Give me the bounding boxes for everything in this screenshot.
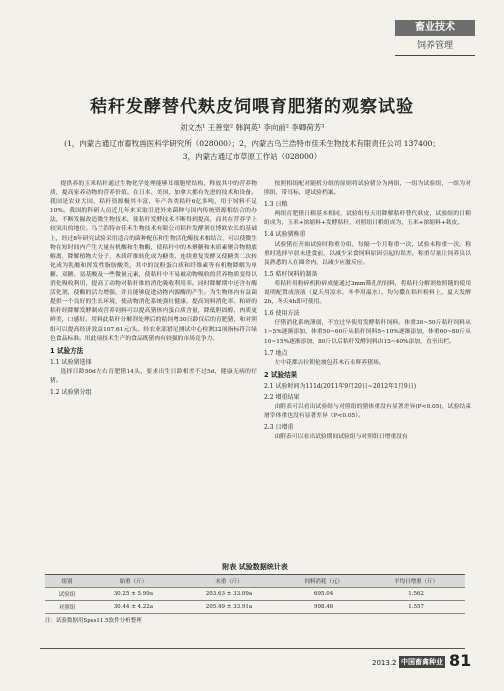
heading-results: 2 试验结果	[264, 370, 298, 379]
footer-rule	[40, 648, 465, 649]
data-table	[45, 574, 465, 614]
table-cell: 试验组	[45, 588, 89, 601]
paragraph-1-6: 仔猪消化系统薄弱，不宜过早使用发酵秸秆饲料。体重30~50斤秸秆饲料从1~5%逐渐添加，体重50~60斤从秸秆饲料5~10%逐渐添加，体重60~80斤从10~15%逐渐添加，80斤以后秸秆发酵饲料由15~40%添加，直至出栏。	[264, 320, 471, 345]
table-cell: 1.562	[367, 588, 465, 601]
journal-logo: 中国畜禽种业	[401, 658, 443, 666]
table-cell: 30.25 ± 5.99a	[89, 588, 178, 601]
paragraph-1-4: 试验猪在开始试验时称重分组，每隔一个月称重一次，试验末称重一次。称重时选择早晨未进食前，以减少采食饲料原因引起的误差。称重尽量让饲养员以及熟悉的人在圈舍内，以减少应激反应。	[264, 241, 471, 266]
affiliation-line-1: (1，内蒙古通辽市畜牧兽医科学研究所（028000）；2，内蒙古乌兰浩特市佳禾生物技术有限责任公司 137400；	[64, 139, 440, 148]
paragraph-2-2: 由附表可以看出试验组与对照组的猪体重没有显著差异(P<0.05)，试验结束屠宰体重也没有显著差异（P<0.05）。	[264, 404, 471, 420]
data-table-section	[45, 562, 465, 624]
heading-2-1: 2.1 试验时间为111d(2011年9月20日~2012年1月9日)	[264, 382, 417, 390]
table-cell: 998.46	[280, 601, 367, 614]
section-subtitle: 饲养管理	[416, 41, 453, 51]
left-column	[50, 180, 257, 398]
table-cell: 695.04	[280, 588, 367, 601]
heading-1-3: 1.3 日粮	[264, 201, 288, 209]
heading-1-6: 1.6 使用方法	[264, 310, 300, 318]
intro-paragraph: 提供养的玉米秸秆通过生物化学处理能够耳细胞壁结构，释放其中的营养物质，提高家养动物的营养价值。在日本、美国、加拿大都有先进的技术和设备。我国是农业大国，秸秆资源极其丰富，年产各类秸秆6亿多吨，用于饲料不足10%。我国的科研人员近几年来采取引进外来菌种与国内传统资源相结合的办法，不断发掘改造微生物技术，使秸秆发酵技术不断得到提高，而其在营养学上较突出的地位。乌兰浩特市佳禾生物技术有限公司秸秆发酵剂在博欧农长的基础上，经过8年研究试验采用适合的菌种配伍和生物活化酶技术相结合，可以使微生物在短时间内产生大量有机酸和生物酶，使秸秆中的木聚糖和木质素聚合物彻底解离，降解植物大分子，木质纤维转化成为糖类，连续重复发酵又使糖类二次转化成为乳酸和挥发性脂肪酸类，其中的淀粉蛋白质和纤维素等有机物降解为单糖、双糖、氨基酸及一些微量元素，使秸秆中不易被动物吸收的营养物质变得以消化吸收利用，提高了动物对秸秆维的消化吸收利用率。同时降解期中还含有酶活化剂，使酶的活力增强，并且能够促进动物内源酶的产生。为生物体内有益菌提供一个良好的生长环境，使动物消化系统强壮健康，提高饲料消化率。粕碎的秸秆经降解发酵制成营养饲料可以提高猪体内蛋白质含量，降低胆固醇，肉质更鲜美，口感好。用料此秸秆分解剂处理后的秸饲粤30日龄仅后的育肥猪，和对照组可以提高经济效益107.61元/头。经农业部猎尼测试中心检测32项指标符合绿色食品标准。用此项技术生产的食品既猪肉有较强的市场竞争力。	[50, 181, 257, 342]
table-header-row	[45, 575, 465, 588]
table-row	[45, 601, 465, 614]
paragraph-1-1: 选择日龄50d左右育肥猪14头，要求出生日龄相差不过5d，健康无病的仔猪。	[50, 368, 257, 384]
paragraph-1-5: 将秸秆用粉碎机粉碎成能通过3mm筛孔的饲料，将秸秆分解剂按照随的使用说明配置成溶液（夏天用凉水，冬季用温水），均匀撒在秸秆粉料上，夏天发酵2h，冬天4h即可使用。	[264, 280, 471, 306]
table-cell: 203.63 ± 33.09a	[178, 588, 280, 601]
table-header-cell: 饲料消耗（元）	[280, 575, 367, 588]
right-column	[264, 180, 471, 443]
table-title: 附表 试验数据统计表	[222, 563, 288, 571]
heading-1-1: 1.1 试验猪选择	[50, 358, 92, 366]
header-rule	[395, 55, 475, 56]
heading-1-5: 1.5 秸秆饲料的制备	[264, 270, 318, 278]
paragraph-1-2: 按照相组配对随机分组的原则将试验猪分为两组，一组为试验组，一组为对照组，带耳标，建试验档案。	[264, 181, 471, 197]
article-title: 秸秆发酵替代麸皮饲喂育肥猪的观察试验	[90, 97, 414, 117]
heading-1-4: 1.4 试验猪称重	[264, 231, 306, 239]
heading-2-3: 2.3 日增重	[264, 424, 294, 432]
table-note: 注：试验数据用Spss11.5软件分析整理	[45, 618, 142, 624]
heading-2-2: 2.2 增重结果	[264, 393, 300, 401]
table-cell: 205.49 ± 33.91a	[178, 601, 280, 614]
page-number: 81	[449, 651, 472, 670]
table-cell: 对照组	[45, 601, 89, 614]
table-header-cell: 平均日增重（斤）	[367, 575, 465, 588]
table-header-cell: 末重（斤）	[178, 575, 280, 588]
heading-1-7: 1.7 地点	[264, 349, 288, 357]
table-cell: 1.557	[367, 601, 465, 614]
affiliation-line-2: 3，内蒙古通辽市草原工作站（028000）	[182, 152, 322, 161]
section-badge: 畜业技术	[415, 22, 455, 33]
table-row	[45, 588, 465, 601]
footer-issue: 2013.2	[372, 659, 397, 667]
paragraph-1-3: 两组育肥猪日粮基本相同，试验组每天用降解秸秆替代麸皮，试验组的日粮组成为，玉米+浓缩料+发酵秸秆，对照组日粮组成为，玉米+浓缩料+麸皮。	[264, 211, 471, 227]
table-header-cell: 始重（斤）	[89, 575, 178, 588]
paragraph-1-7: 左中花都吉拉朝伦坡包苏木石永辉养猪场。	[274, 359, 385, 366]
article-authors: 刘文杰¹ 王善堂² 韩润英¹ 李向前² 李卿荷芳³	[179, 123, 325, 132]
table-cell: 30.44 ± 4.22a	[89, 601, 178, 614]
table-header-cell: 组别	[45, 575, 89, 588]
heading-1-2: 1.2 试验猪分组	[50, 389, 92, 397]
heading-method: 1 试验方法	[50, 346, 84, 355]
paragraph-2-3: 由附表可以看出试验期间试验组与对照组日增重没有	[274, 434, 408, 441]
